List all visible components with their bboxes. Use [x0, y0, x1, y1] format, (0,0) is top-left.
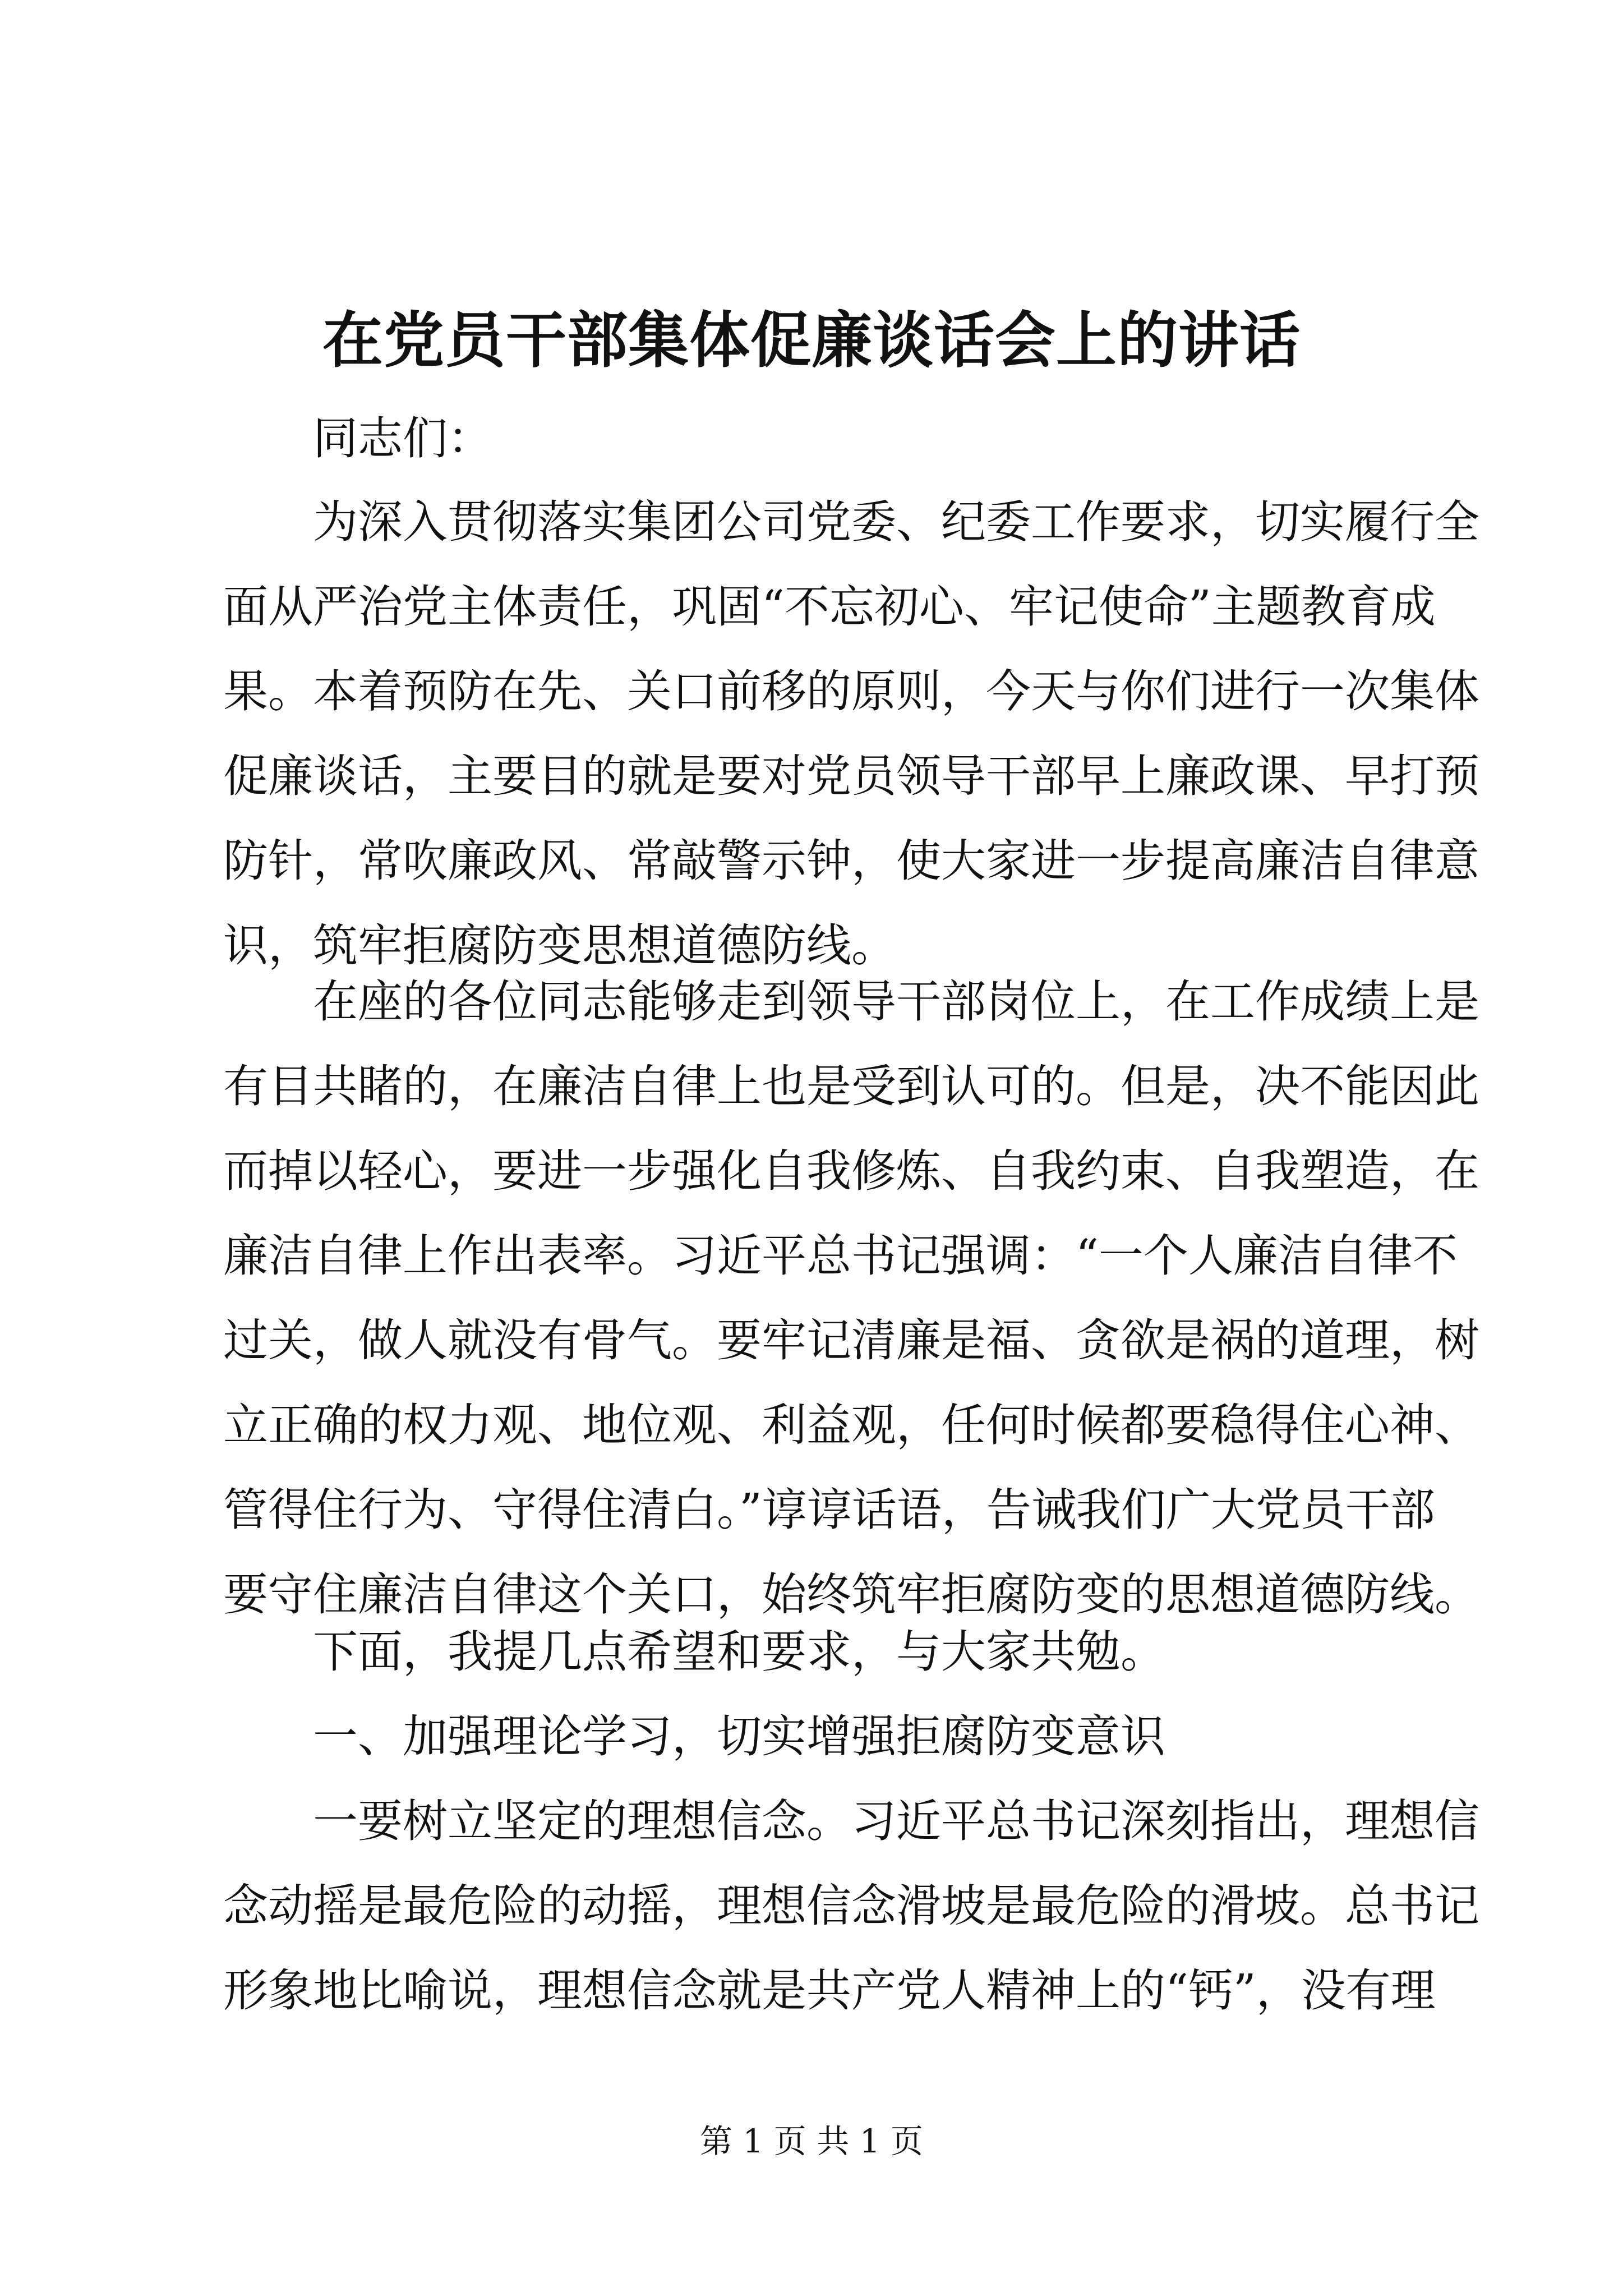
paragraph-2 — [223, 959, 1479, 1637]
paragraph-line: 念动摇是最危险的动摇，理想信念滑坡是最危险的滑坡。总书记 — [223, 1880, 1479, 1932]
document-title: 在党员干部集体促廉谈话会上的讲话 — [322, 305, 1301, 376]
paragraph-line: 有目共睹的，在廉洁自律上也是受到认可的。但是，决不能因此 — [223, 1060, 1479, 1112]
section-heading-1 — [223, 1694, 1423, 1779]
paragraph-4 — [223, 1779, 1479, 2033]
paragraph-1 — [223, 480, 1479, 988]
paragraph-line: 在座的各位同志能够走到领导干部岗位上，在工作成绩上是 — [313, 976, 1479, 1028]
paragraph-line: 下面，我提几点希望和要求，与大家共勉。 — [313, 1626, 1165, 1678]
paragraph-3 — [223, 1609, 1423, 1694]
paragraph-line: 管得住行为、守得住清白。”谆谆话语，告诫我们广大党员干部 — [223, 1484, 1435, 1536]
page-footer: 第 1 页 共 1 页 — [700, 2122, 923, 2160]
greeting-line: 同志们： — [313, 412, 492, 464]
section-heading-line: 一、加强理论学习，切实增强拒腐防变意识 — [313, 1710, 1165, 1763]
paragraph-line: 果。本着预防在先、关口前移的原则，今天与你们进行一次集体 — [223, 665, 1479, 717]
paragraph-line: 而掉以轻心，要进一步强化自我修炼、自我约束、自我塑造，在 — [223, 1145, 1479, 1197]
paragraph-line: 一要树立坚定的理想信念。习近平总书记深刻指出，理想信 — [313, 1795, 1479, 1847]
paragraph-line: 过关，做人就没有骨气。要牢记清廉是福、贪欲是祸的道理，树 — [223, 1314, 1479, 1366]
paragraph-line: 面从严治党主体责任，巩固“不忘初心、牢记使命”主题教育成 — [223, 581, 1436, 633]
paragraph-line: 立正确的权力观、地位观、利益观，任何时候都要稳得住心神、 — [223, 1399, 1479, 1451]
paragraph-line: 促廉谈话，主要目的就是要对党员领导干部早上廉政课、早打预 — [223, 750, 1479, 802]
paragraph-line: 识，筑牢拒腐防变思想道德防线。 — [223, 919, 896, 972]
greeting — [223, 396, 1423, 481]
paragraph-line: 要守住廉洁自律这个关口，始终筑牢拒腐防变的思想道德防线。 — [223, 1568, 1479, 1621]
paragraph-line: 为深入贯彻落实集团公司党委、纪委工作要求，切实履行全 — [313, 496, 1479, 548]
paragraph-line: 廉洁自律上作出表率。习近平总书记强调：“一个人廉洁自律不 — [223, 1230, 1458, 1282]
paragraph-line: 形象地比喻说，理想信念就是共产党人精神上的“钙”，没有理 — [223, 1964, 1436, 2017]
paragraph-line: 防针，常吹廉政风、常敲警示钟，使大家进一步提高廉洁自律意 — [223, 835, 1479, 887]
